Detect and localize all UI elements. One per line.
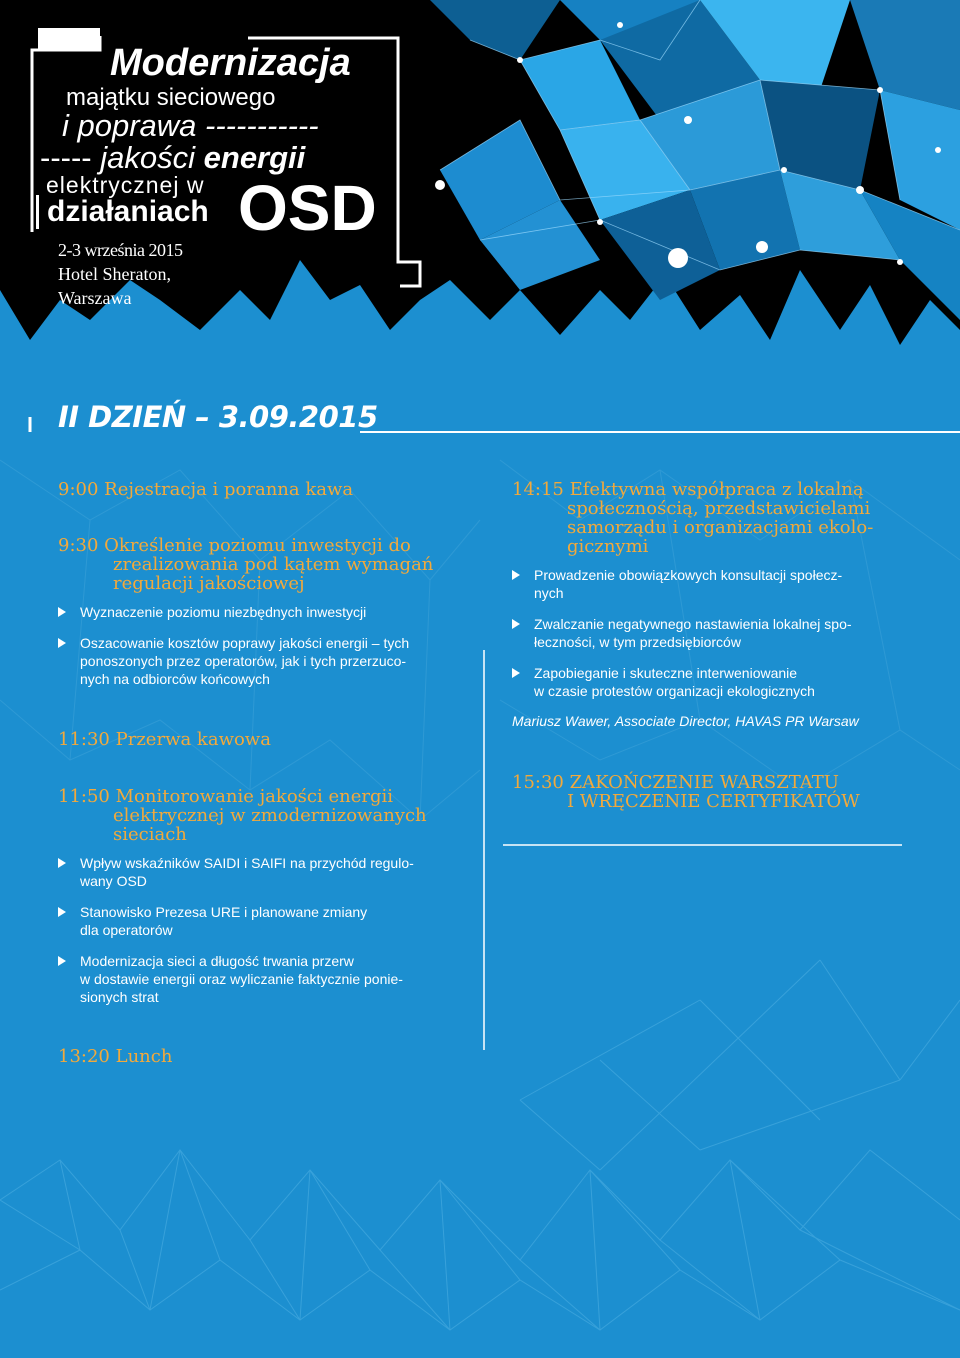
agenda-time: 11:50	[58, 786, 110, 807]
bullet-item: Zwalczanie negatywnego nastawienia lokalnej spo- łeczności, w tym przedsiębiorców	[512, 615, 942, 651]
bullet-item: Wyznaczenie poziomu niezbędnych inwestycji	[58, 603, 478, 621]
agenda-item-1320	[58, 1047, 172, 1066]
agenda-title-line: Efektywna współpraca z lokalną	[569, 479, 864, 500]
agenda-title-line: gicznymi	[567, 536, 649, 557]
bullet-triangle-icon	[512, 570, 520, 580]
agenda-time: 9:00	[58, 479, 99, 500]
agenda-title-line: Monitorowanie jakości energii	[115, 786, 393, 807]
agenda-title-line: samorządu i organizacjami ekolo-	[567, 517, 874, 538]
logo-title-line4	[40, 140, 305, 176]
agenda-item-0900	[58, 480, 353, 499]
bullet-triangle-icon	[58, 956, 66, 966]
bullet-item: Zapobieganie i skuteczne interweniowanie w czasie protestów organizacji ekologicznych	[512, 664, 942, 700]
agenda-title-line: Określenie poziomu inwestycji do	[104, 535, 411, 556]
event-venue-line1: Hotel Sheraton,	[58, 264, 171, 284]
agenda-title-line: zrealizowania pod kątem wymagań	[113, 554, 434, 575]
agenda-time: 13:20	[58, 1046, 110, 1067]
logo-title-line5: elektrycznej w	[46, 172, 205, 198]
agenda-item-0930	[58, 536, 478, 593]
speaker-line: Mariusz Wawer, Associate Director, HAVAS PR Warsaw	[512, 713, 859, 729]
agenda-time: 15:30	[512, 772, 564, 793]
bullet-triangle-icon	[58, 607, 66, 617]
logo-word-energii: energii	[203, 140, 306, 175]
logo-word-jakosci: jakości	[100, 140, 196, 175]
agenda-bullets-0930	[58, 603, 478, 701]
agenda-item-1130	[58, 730, 271, 749]
agenda-time: 11:30	[58, 729, 110, 750]
agenda-item-1415	[512, 480, 942, 556]
agenda-title-line: elektrycznej w zmodernizowanych	[113, 805, 427, 826]
agenda-title: Lunch	[115, 1046, 173, 1067]
bullet-triangle-icon	[58, 907, 66, 917]
agenda-bullets-1150	[58, 854, 478, 1019]
agenda-title: Przerwa kawowa	[115, 729, 271, 750]
agenda-title-line: I WRĘCZENIE CERTYFIKATÓW	[567, 791, 860, 812]
bullet-triangle-icon	[58, 858, 66, 868]
bullet-triangle-icon	[512, 619, 520, 629]
agenda-title-line: regulacji jakościowej	[113, 573, 305, 594]
bullet-item: Prowadzenie obowiązkowych konsultacji społecz- nych	[512, 566, 942, 602]
event-date: 2-3 września 2015	[58, 240, 183, 260]
agenda-item-1150	[58, 787, 478, 844]
logo-title-line1: Modernizacja	[110, 42, 351, 84]
bullet-item: Modernizacja sieci a długość trwania przerw w dostawie energii oraz wyliczanie faktycznie ponie- sionych strat	[58, 952, 478, 1006]
logo-title-line2: majątku sieciowego	[66, 84, 276, 111]
bullet-item: Wpływ wskaźników SAIDI i SAIFI na przychód regulo- wany OSD	[58, 854, 478, 890]
logo-title-line6: działaniach	[36, 195, 209, 229]
logo-dashes: -----	[40, 140, 92, 175]
bullet-item: Stanowisko Prezesa URE i planowane zmiany dla operatorów	[58, 903, 478, 939]
bullet-triangle-icon	[58, 638, 66, 648]
logo-osd: OSD	[238, 172, 377, 244]
agenda-item-1530	[512, 773, 942, 811]
agenda-bullets-1415	[512, 566, 942, 713]
agenda-title-line: społecznością, przedstawicielami	[567, 498, 871, 519]
event-venue-line2: Warszawa	[58, 288, 132, 308]
logo-title-line3: i poprawa -----------	[62, 108, 319, 143]
day-title: II DZIEŃ – 3.09.2015	[58, 400, 378, 434]
agenda-title-line: sieciach	[113, 824, 187, 845]
bullet-item: Oszacowanie kosztów poprawy jakości energii – tych ponoszonych przez operatorów, jak i tych przerzuco- nych na odbiorców końcowych	[58, 634, 478, 688]
agenda-title: Rejestracja i poranna kawa	[104, 479, 354, 500]
agenda-title-line: ZAKOŃCZENIE WARSZTATU	[569, 772, 839, 793]
bullet-triangle-icon	[512, 668, 520, 678]
agenda-time: 9:30	[58, 535, 99, 556]
agenda-time: 14:15	[512, 479, 564, 500]
